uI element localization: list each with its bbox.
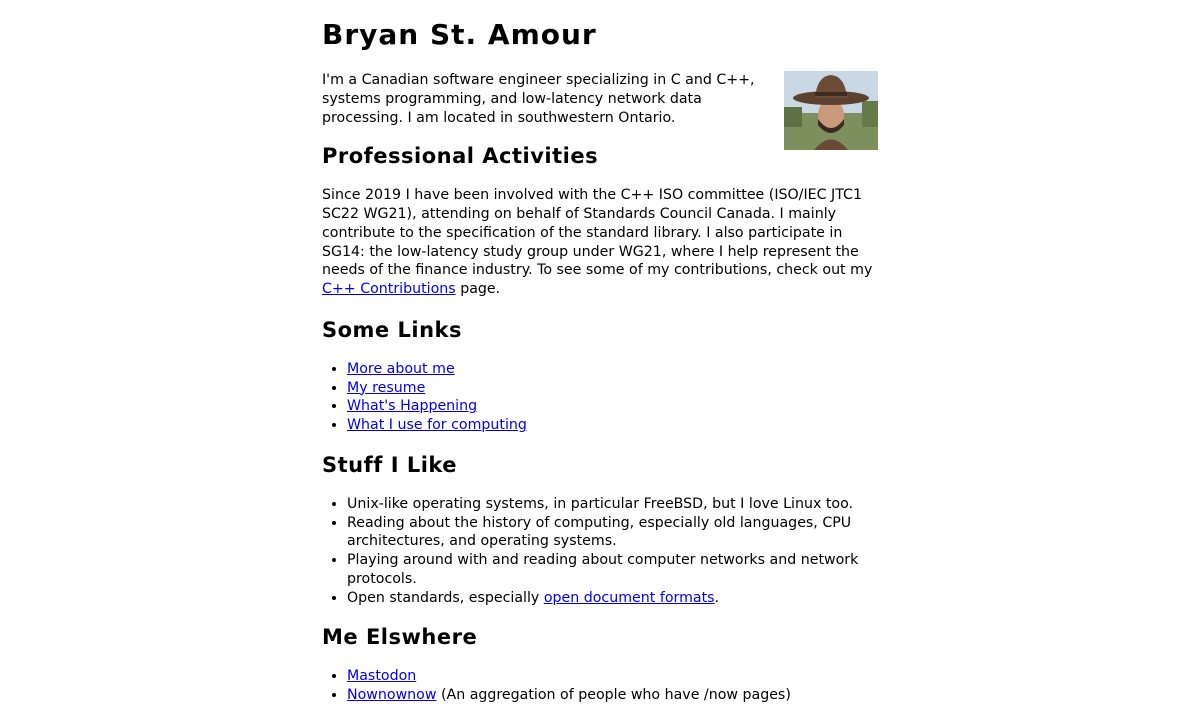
intro-paragraph: I'm a Canadian software engineer specializing in C and C++, systems programming, and low-latency network data processing. I am located in southwestern Ontario.: [322, 72, 755, 126]
list-item: [347, 686, 878, 705]
whats-happening-link[interactable]: What's Happening: [347, 398, 478, 415]
profile-photo-image: [784, 71, 878, 150]
resume-link[interactable]: My resume: [347, 379, 426, 396]
nownownow-description: (An aggregation of people who have /now pages): [436, 687, 791, 703]
stuff-i-like-list: [322, 495, 878, 608]
what-i-use-link[interactable]: What I use for computing: [347, 417, 527, 433]
more-about-me-link[interactable]: More about me: [347, 360, 455, 377]
page-content: [322, 0, 878, 705]
page-title: Bryan St. Amour: [322, 18, 597, 51]
open-standards-text-end: .: [714, 589, 720, 606]
list-item: [347, 397, 878, 416]
list-item: • Unix-like operating systems, in particular FreeBSD, but I love Linux too.: [347, 495, 878, 514]
list-item: • Reading about the history of computing, especially old languages, CPU architectures, and operating systems.: [347, 514, 878, 552]
list-item: [347, 589, 878, 608]
intro-section: [322, 71, 878, 127]
list-item: [347, 360, 878, 379]
some-links-list: [322, 360, 878, 435]
professional-text: Since 2019 I have been involved with the C++ ISO committee (ISO/IEC JTC1 SC22 WG21), attending on behalf of Standards Council Canada. I mainly contribute to the specification of the standard library. I also participate in SG14: the low-latency study group under WG21, where I help represent the needs of the finance industry. To see some of my contributions, check out my: [322, 187, 873, 279]
some-links-heading: Some Links: [322, 317, 462, 342]
list-item: [347, 379, 878, 398]
open-document-formats-link[interactable]: open document formats: [543, 589, 715, 606]
professional-activities-heading: Professional Activities: [322, 144, 599, 169]
list-item: • Playing around with and reading about computer networks and network protocols.: [347, 551, 878, 589]
nownownow-link[interactable]: Nownownow: [347, 687, 437, 703]
me-elsewhere-heading: Me Elswhere: [322, 625, 478, 650]
stuff-i-like-heading: Stuff I Like: [322, 452, 458, 477]
me-elsewhere-list: [322, 667, 878, 705]
professional-paragraph: [322, 186, 878, 299]
cpp-contributions-link[interactable]: C++ Contributions: [322, 281, 456, 297]
mastodon-link[interactable]: Mastodon: [347, 668, 417, 685]
open-standards-text: Open standards, especially: [347, 589, 544, 606]
list-item: [347, 416, 878, 435]
professional-text-end: page.: [455, 281, 501, 297]
list-item: [347, 667, 878, 686]
profile-photo: [784, 71, 878, 150]
